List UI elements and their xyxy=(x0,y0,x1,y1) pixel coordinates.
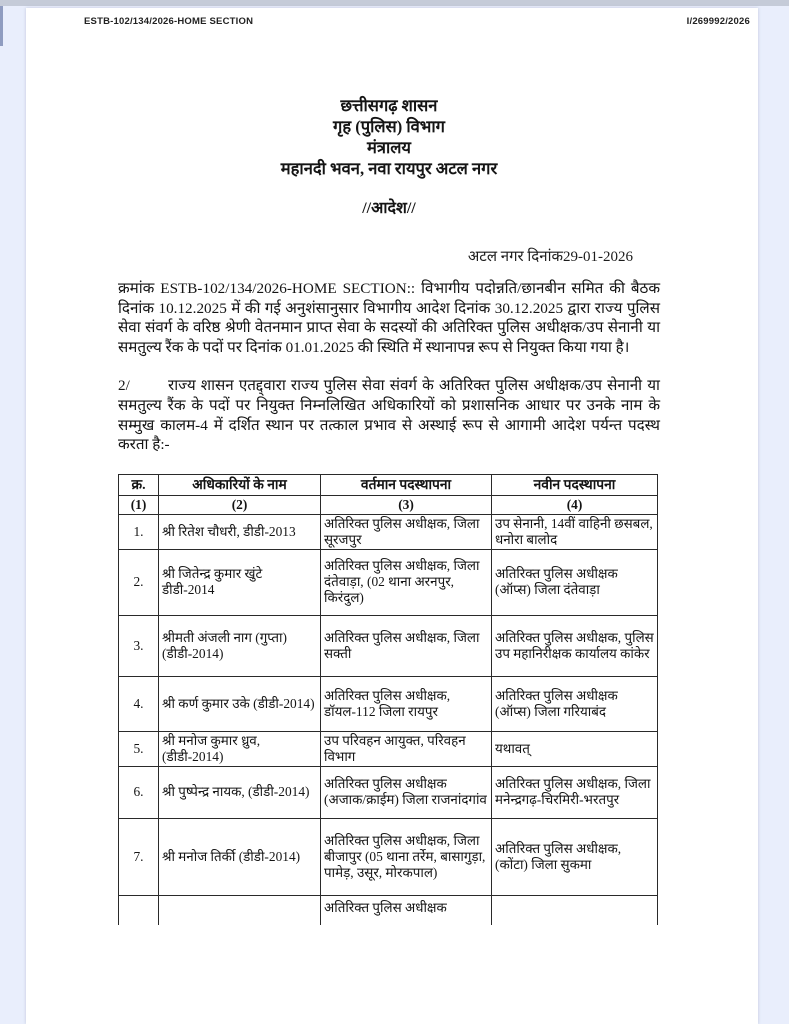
cell-current-posting: अतिरिक्त पुलिस अधीक्षक xyxy=(321,895,492,925)
cell-name: श्री मनोज कुमार ध्रुव, (डीडी-2014) xyxy=(159,731,321,766)
letterhead-ministry: मंत्रालय xyxy=(366,138,411,157)
postings-table-clip xyxy=(118,474,659,925)
letterhead xyxy=(118,95,660,179)
paragraph-2-number: 2/ xyxy=(118,377,130,395)
cell-sno: 6. xyxy=(119,766,159,818)
cell-current-posting: अतिरिक्त पुलिस अधीक्षक, जिला दंतेवाड़ा, (02 थाना अरनपुर, किरंदुल) xyxy=(321,549,492,615)
cell-new-posting: यथावत् xyxy=(492,731,658,766)
cell-sno: 7. xyxy=(119,818,159,895)
col-number-4: (4) xyxy=(492,495,658,514)
cell-new-posting: उप सेनानी, 14वीं वाहिनी छसबल, धनोरा बालोद xyxy=(492,514,658,549)
table-row xyxy=(119,818,658,895)
cell-name xyxy=(159,895,321,925)
cell-new-posting: अतिरिक्त पुलिस अधीक्षक (ऑप्स) जिला दंतेवाड़ा xyxy=(492,549,658,615)
cell-new-posting: अतिरिक्त पुलिस अधीक्षक, जिला मनेन्द्रगढ़-चिरमिरी-भरतपुर xyxy=(492,766,658,818)
table-row-partial xyxy=(119,895,658,925)
postings-table xyxy=(118,474,658,925)
col-number-2: (2) xyxy=(159,495,321,514)
cell-current-posting: अतिरिक्त पुलिस अधीक्षक, डॉयल-112 जिला रायपुर xyxy=(321,676,492,731)
table-row xyxy=(119,766,658,818)
cell-sno: 5. xyxy=(119,731,159,766)
letterhead-department: गृह (पुलिस) विभाग xyxy=(333,117,445,136)
table-row xyxy=(119,731,658,766)
table-row xyxy=(119,676,658,731)
cell-current-posting: अतिरिक्त पुलिस अधीक्षक, जिला सक्ती xyxy=(321,615,492,676)
letterhead-government: छत्तीसगढ़ शासन xyxy=(340,96,438,115)
column-number-row xyxy=(119,495,658,514)
col-number-1: (1) xyxy=(119,495,159,514)
document-page xyxy=(26,8,758,1024)
header-new-posting: नवीन पदस्थापना xyxy=(492,474,658,495)
header-current-posting: वर्तमान पदस्थापना xyxy=(321,474,492,495)
cell-new-posting: अतिरिक्त पुलिस अधीक्षक, पुलिस उप महानिरीक्षक कार्यालय कांकेर xyxy=(492,615,658,676)
table-row xyxy=(119,615,658,676)
paragraph-2-body: राज्य शासन एतद्द्वारा राज्य पुलिस सेवा संवर्ग के अतिरिक्त पुलिस अधीक्षक/उप सेनानी या समतुल्य रैंक के पदों पर नियुक्त निम्नलिखित अधिकारियों को प्रशासनिक आधार पर उनके नाम के सम्मुख कालम-4 में दर्शित स्थान पर तत्काल प्रभाव से अस्थाई रूप से आगामी आदेश पर्यन्त पदस्थ करता है:- xyxy=(118,377,660,454)
order-title: //आदेश// xyxy=(362,200,416,217)
cell-name: श्री पुष्पेन्द्र नायक, (डीडी-2014) xyxy=(159,766,321,818)
table-row xyxy=(119,549,658,615)
scan-top-strip xyxy=(0,0,789,6)
cell-name: श्रीमती अंजली नाग (गुप्ता) (डीडी-2014) xyxy=(159,615,321,676)
table-row xyxy=(119,514,658,549)
col-number-3: (3) xyxy=(321,495,492,514)
table-header-row xyxy=(119,474,658,495)
cell-sno: 2. xyxy=(119,549,159,615)
cell-name: श्री मनोज तिर्की (डीडी-2014) xyxy=(159,818,321,895)
document-content xyxy=(118,8,660,925)
cell-name: श्री कर्ण कुमार उके (डीडी-2014) xyxy=(159,676,321,731)
cell-current-posting: अतिरिक्त पुलिस अधीक्षक, जिला सूरजपुर xyxy=(321,514,492,549)
cell-new-posting: अतिरिक्त पुलिस अधीक्षक (ऑप्स) जिला गरियाबंद xyxy=(492,676,658,731)
cell-new-posting: अतिरिक्त पुलिस अधीक्षक, (कोंटा) जिला सुकमा xyxy=(492,818,658,895)
cell-sno: 4. xyxy=(119,676,159,731)
eoffice-id: I/269992/2026 xyxy=(686,16,750,27)
paragraph-2 xyxy=(118,376,660,454)
cell-sno xyxy=(119,895,159,925)
dateline: अटल नगर दिनांक29-01-2026 xyxy=(467,249,633,265)
cell-name: श्री जितेन्द्र कुमार खुंटे डीडी-2014 xyxy=(159,549,321,615)
cell-new-posting xyxy=(492,895,658,925)
letterhead-address: महानदी भवन, नवा रायपुर अटल नगर xyxy=(280,159,498,178)
paragraph-1: क्रमांक ESTB-102/134/2026-HOME SECTION:: विभागीय पदोन्नति/छानबीन समित की बैठक दिनांक 10.12.2025 में की गई अनुशंसानुसार विभागीय आदेश दिनांक 30.12.2025 द्वारा राज्य पुलिस सेवा संवर्ग के वरिष्ठ श्रेणी वेतनमान प्राप्त सेवा के सदस्यों की अतिरिक्त पुलिस अधीक्षक/उप सेनानी या समतुल्य रैंक के पदों पर दिनांक 01.01.2025 की स्थिति में स्थानापन्न रूप से नियुक्त किया गया है। xyxy=(118,280,660,356)
cell-current-posting: उप परिवहन आयुक्त, परिवहन विभाग xyxy=(321,731,492,766)
cell-sno: 1. xyxy=(119,514,159,549)
cell-sno: 3. xyxy=(119,615,159,676)
scan-left-edge xyxy=(0,6,3,46)
cell-current-posting: अतिरिक्त पुलिस अधीक्षक, जिला बीजापुर (05 थाना तर्रेम, बासागुड़ा, पामेड़, उसूर, मोरकपाल) xyxy=(321,818,492,895)
header-serial: क्र. xyxy=(119,474,159,495)
header-officer-name: अधिकारियों के नाम xyxy=(159,474,321,495)
cell-current-posting: अतिरिक्त पुलिस अधीक्षक (अजाक/क्राईम) जिला राजनांदगांव xyxy=(321,766,492,818)
file-reference-number: ESTB-102/134/2026-HOME SECTION xyxy=(84,16,254,27)
cell-name: श्री रितेश चौधरी, डीडी-2013 xyxy=(159,514,321,549)
